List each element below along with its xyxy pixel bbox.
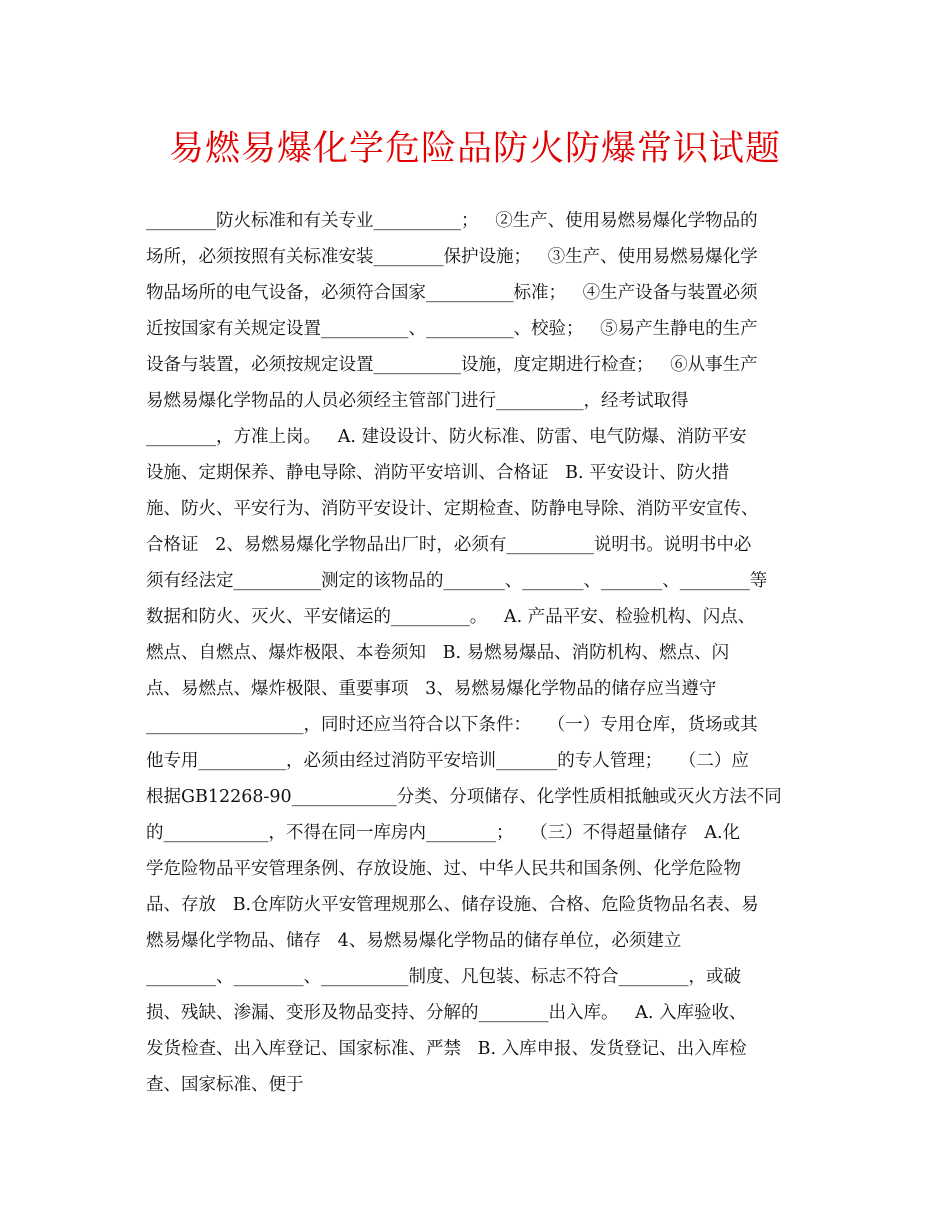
text-line: 合格证 2、易燃易爆化学物品出厂时，必须有__________说明书。说明书中必 [146,535,752,555]
page-title: 易燃易爆化学危险品防火防爆常识试题 [168,129,781,169]
text-line: 易燃易爆化学物品的人员必须经主管部门进行__________，经考试取得 [146,391,689,411]
text-line: ________防火标准和有关专业__________； ②生产、使用易燃易爆化学物品的 [146,211,758,231]
text-line: 品、存放 B.仓库防火平安管理规那么、储存设施、合格、危险货物品名表、易 [146,895,759,915]
text-line: 燃易爆化学物品、储存 4、易燃易爆化学物品的储存单位，必须建立 [146,931,682,951]
text-line: 查、国家标准、便于 [146,1075,304,1095]
text-line: 须有经法定__________测定的该物品的_______、_______、_______、________等 [146,571,768,591]
text-line: 他专用__________，必须由经过消防平安培训_______的专人管理； （二）应 [146,751,749,771]
text-line: 发货检查、出入库登记、国家标准、严禁 B. 入库申报、发货登记、出入库检 [146,1039,747,1059]
text-line: 学危险物品平安管理条例、存放设施、过、中华人民共和国条例、化学危险物 [146,859,741,879]
text-line: 近按国家有关规定设置__________、__________、校验； ⑤易产生静电的生产 [146,319,758,339]
text-line: 数据和防火、灭火、平安储运的_________。 A. 产品平安、检验机构、闪点、 [146,607,756,627]
text-line: ________、________、__________制度、凡包装、标志不符合________，或破 [146,967,741,987]
text-line: 损、残缺、渗漏、变形及物品变持、分解的________出入库。 A. 入库验收、 [146,1003,747,1023]
text-line: 设备与装置，必须按规定设置__________设施，度定期进行检查； ⑥从事生产 [146,355,758,375]
document-body [146,203,811,1103]
text-line: 点、易燃点、爆炸极限、重要事项 3、易燃易爆化学物品的储存应当遵守 [146,679,717,699]
text-line: ________，方准上岗。 A. 建设设计、防火标准、防雷、电气防爆、消防平安 [146,427,747,447]
text-line: 的____________，不得在同一库房内________； （三）不得超量储存 A.化 [146,823,741,843]
text-line: 场所，必须按照有关标准安装________保护设施； ③生产、使用易燃易爆化学 [146,247,758,267]
text-line: 施、防火、平安行为、消防平安设计、定期检查、防静电导除、消防平安宣传、 [146,499,759,519]
text-line: 根据GB12268-90____________分类、分项储存、化学性质相抵触或灭火方法不同 [146,787,782,807]
text-line: 设施、定期保养、静电导除、消防平安培训、合格证 B. 平安设计、防火措 [146,463,730,483]
text-line: 燃点、自燃点、爆炸极限、本卷须知 B. 易燃易爆品、消防机构、燃点、闪 [146,643,730,663]
text-line: __________________，同时还应当符合以下条件： （一）专用仓库，货场或其 [146,715,758,735]
text-line: 物品场所的电气设备，必须符合国家__________标准； ④生产设备与装置必须 [146,283,758,303]
